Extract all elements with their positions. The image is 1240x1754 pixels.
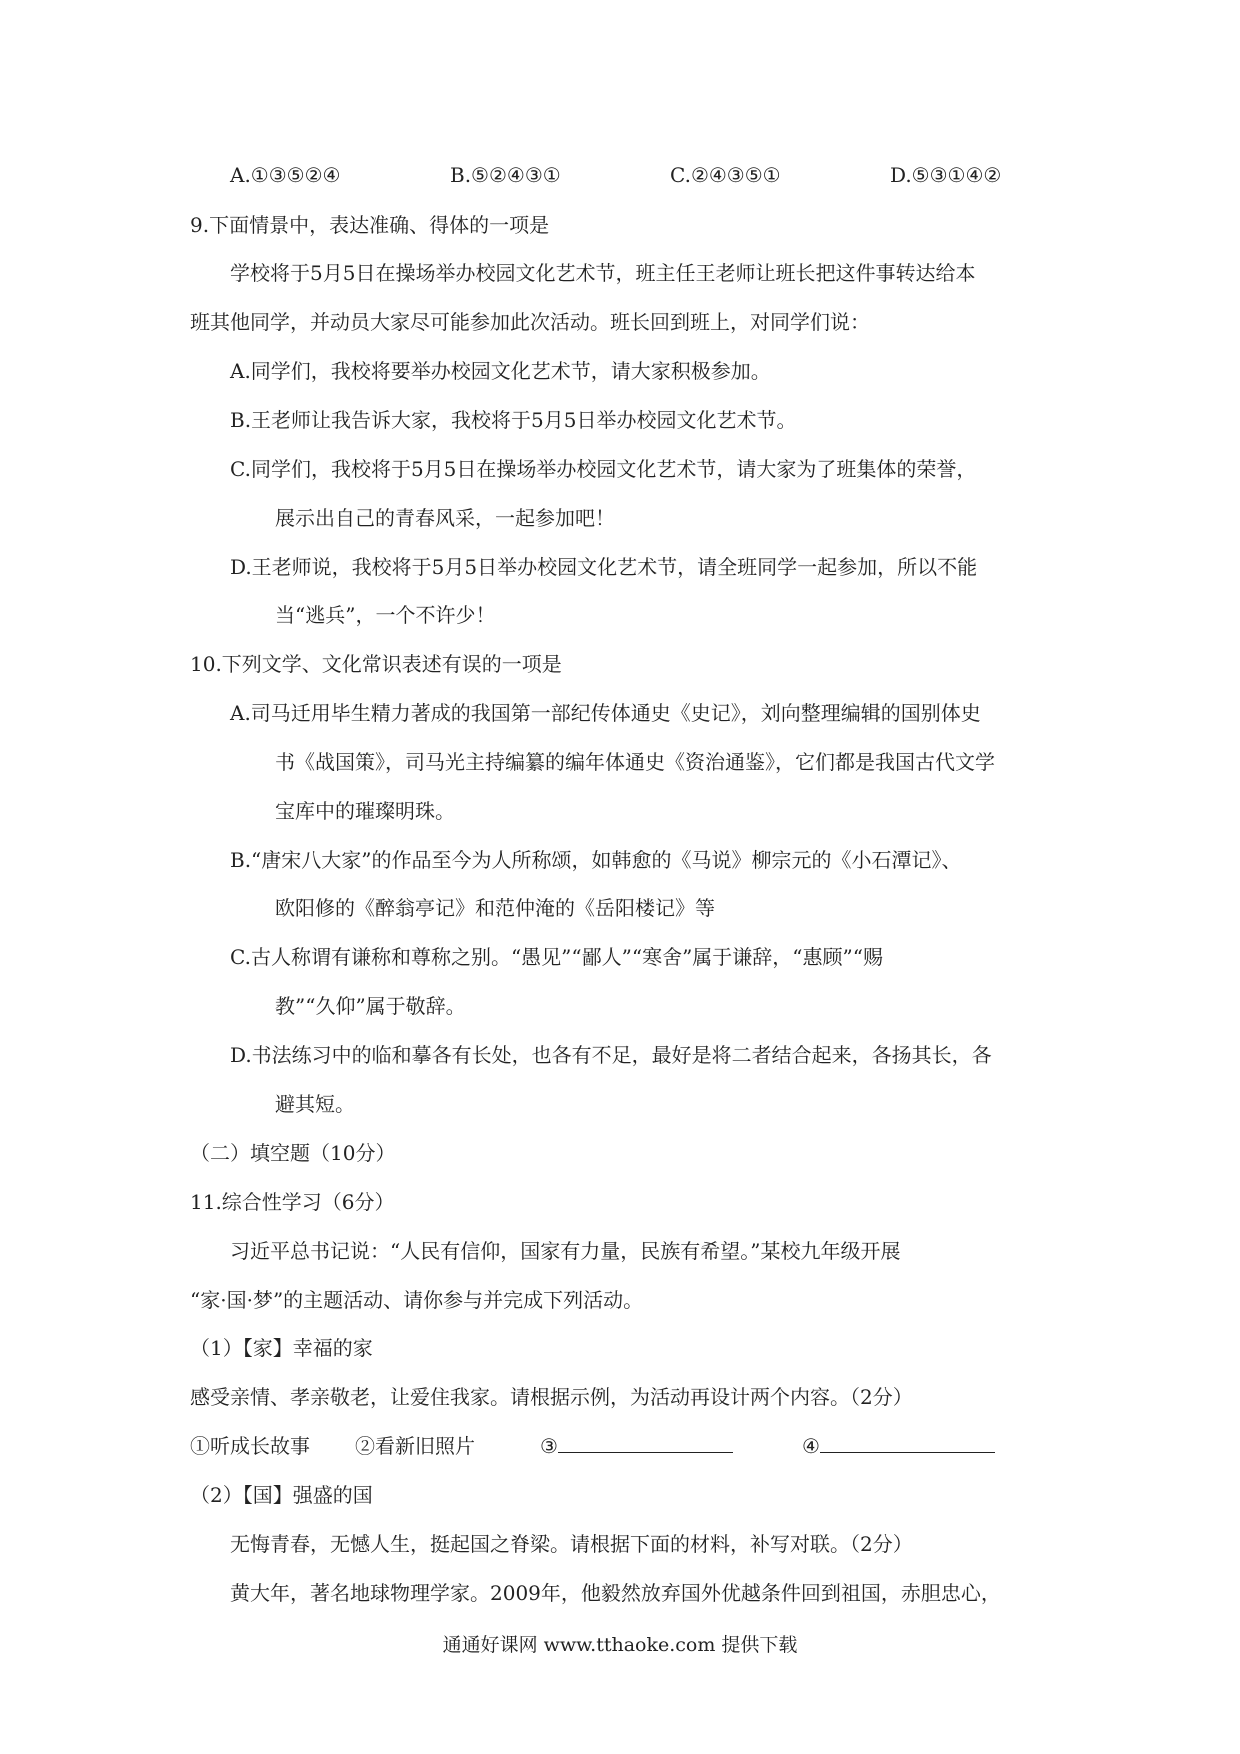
page-footer: 通通好课网 www.tthaoke.com 提供下载 bbox=[442, 1634, 798, 1656]
q8-option-c: C.②④③⑤① bbox=[670, 163, 781, 187]
q11-part1-item-1: ①听成长故事 bbox=[190, 1434, 310, 1458]
q10-stem: 10.下列文学、文化常识表述有误的一项是 bbox=[190, 652, 562, 676]
q11-part1-item-4-label: ④ bbox=[802, 1434, 820, 1458]
q9-option-a: A.同学们，我校将要举办校园文化艺术节，请大家积极参加。 bbox=[230, 359, 771, 383]
q9-option-c-line-2: 展示出自己的青春风采，一起参加吧！ bbox=[275, 506, 615, 530]
q10-option-c-line-2: 教”“久仰”属于敬辞。 bbox=[275, 994, 466, 1018]
q9-stem: 9.下面情景中，表达准确、得体的一项是 bbox=[190, 213, 550, 237]
q11-intro-line-1: 习近平总书记说：“人民有信仰，国家有力量，民族有希望。”某校九年级开展 bbox=[230, 1239, 901, 1263]
q11-part1-item-3 bbox=[540, 1431, 733, 1461]
q10-option-b-line-2: 欧阳修的《醉翁亭记》和范仲淹的《岳阳楼记》等 bbox=[275, 896, 715, 920]
q11-part1-title: （1）【家】幸福的家 bbox=[190, 1336, 373, 1360]
q10-option-d-line-2: 避其短。 bbox=[275, 1092, 355, 1116]
q11-part1-item-3-label: ③ bbox=[540, 1434, 558, 1458]
q9-context-line-2: 班其他同学，并动员大家尽可能参加此次活动。班长回到班上，对同学们说： bbox=[190, 310, 870, 334]
q10-option-a-line-2: 书《战国策》，司马光主持编纂的编年体通史《资治通鉴》，它们都是我国古代文学 bbox=[275, 750, 995, 774]
q10-option-d-line-1: D.书法练习中的临和摹各有长处，也各有不足，最好是将二者结合起来，各扬其长，各 bbox=[230, 1043, 992, 1067]
q11-part2-title: （2）【国】强盛的国 bbox=[190, 1483, 373, 1507]
q8-option-a: A.①③⑤②④ bbox=[230, 163, 341, 187]
q11-intro-line-2: “家·国·梦”的主题活动、请你参与并完成下列活动。 bbox=[190, 1288, 644, 1312]
q10-option-a-line-3: 宝库中的璀璨明珠。 bbox=[275, 799, 455, 823]
q11-part1-item-4 bbox=[802, 1431, 995, 1461]
q11-part1-instruction: 感受亲情、孝亲敬老，让爱住我家。请根据示例，为活动再设计两个内容。（2分） bbox=[190, 1385, 913, 1409]
q9-option-d-line-1: D.王老师说，我校将于5月5日举办校园文化艺术节，请全班同学一起参加，所以不能 bbox=[230, 555, 978, 579]
q8-option-d: D.⑤③①④② bbox=[890, 163, 1002, 187]
section-two-heading: （二）填空题（10分） bbox=[190, 1141, 396, 1165]
q10-option-c-line-1: C.古人称谓有谦称和尊称之别。“愚见”“鄙人”“寒舍”属于谦辞，“惠顾”“赐 bbox=[230, 945, 883, 969]
q10-option-b-line-1: B.“唐宋八大家”的作品至今为人所称颂，如韩愈的《马说》柳宗元的《小石潭记》、 bbox=[230, 848, 962, 872]
q9-option-b: B.王老师让我告诉大家，我校将于5月5日举办校园文化艺术节。 bbox=[230, 408, 797, 432]
q11-part1-item-2: ②看新旧照片 bbox=[355, 1434, 475, 1458]
q8-option-b: B.⑤②④③① bbox=[450, 163, 561, 187]
q9-context-line-1: 学校将于5月5日在操场举办校园文化艺术节，班主任王老师让班长把这件事转达给本 bbox=[230, 261, 976, 285]
q9-option-d-line-2: 当“逃兵”，一个不许少！ bbox=[275, 603, 496, 627]
q10-option-a-line-1: A.司马迁用毕生精力著成的我国第一部纪传体通史《史记》，刘向整理编辑的国别体史 bbox=[230, 701, 981, 725]
q9-option-c-line-1: C.同学们，我校将于5月5日在操场举办校园文化艺术节，请大家为了班集体的荣誉， bbox=[230, 457, 977, 481]
q11-stem: 11.综合性学习（6分） bbox=[190, 1190, 395, 1214]
answer-blank-3[interactable] bbox=[558, 1432, 733, 1453]
q8-options bbox=[230, 160, 1050, 190]
q11-part2-material: 黄大年，著名地球物理学家。2009年，他毅然放弃国外优越条件回到祖国，赤胆忠心， bbox=[230, 1581, 1001, 1605]
answer-blank-4[interactable] bbox=[820, 1432, 995, 1453]
q11-part2-instruction: 无悔青春，无憾人生，挺起国之脊梁。请根据下面的材料，补写对联。（2分） bbox=[230, 1532, 913, 1556]
